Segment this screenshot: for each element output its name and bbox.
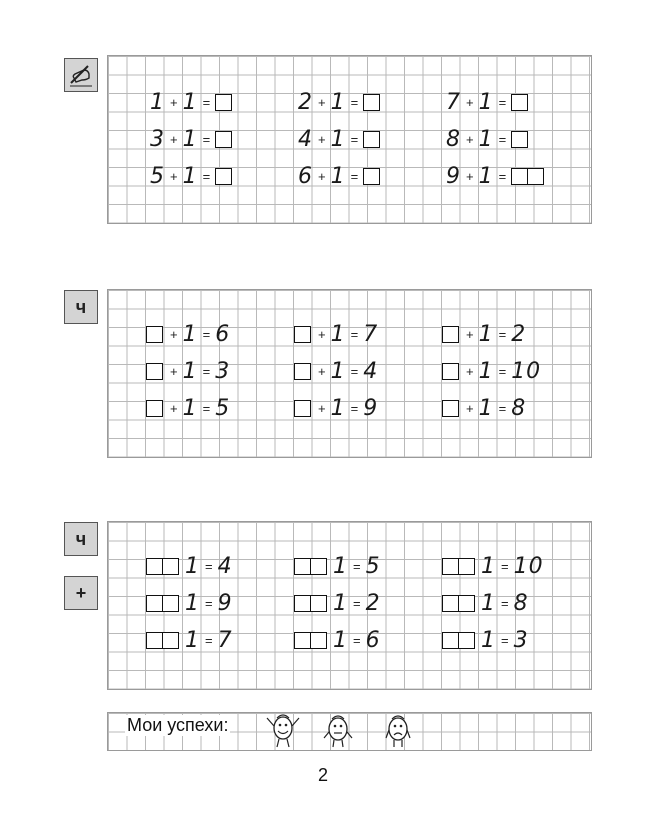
missing-addend-box[interactable] bbox=[294, 326, 311, 343]
equation-2-9 bbox=[442, 396, 526, 420]
plus-sign: + bbox=[170, 363, 178, 379]
addend-b: 1 bbox=[182, 395, 198, 421]
addend-a: 5 bbox=[150, 163, 165, 189]
equation-1-3 bbox=[446, 90, 528, 114]
sum-value: 3 bbox=[215, 358, 231, 384]
operator-box[interactable] bbox=[459, 558, 475, 575]
section-3-icon-1: ч bbox=[64, 522, 98, 556]
missing-addend-box[interactable] bbox=[294, 363, 311, 380]
sum-value: 4 bbox=[363, 358, 379, 384]
happy-face-icon bbox=[263, 708, 303, 750]
equation-1-4 bbox=[150, 127, 232, 151]
addend-b: 1 bbox=[330, 358, 346, 384]
operator-box[interactable] bbox=[311, 558, 327, 575]
result-value: 2 bbox=[365, 590, 381, 616]
operand: 1 bbox=[185, 553, 200, 579]
equals-sign: = bbox=[498, 326, 507, 342]
equals-sign: = bbox=[350, 326, 359, 342]
plus-sign: + bbox=[318, 326, 326, 342]
plus-sign: + bbox=[466, 131, 474, 147]
equation-2-4 bbox=[146, 359, 230, 383]
answer-box[interactable] bbox=[363, 131, 380, 148]
number-box[interactable] bbox=[146, 632, 163, 649]
missing-addend-box[interactable] bbox=[146, 363, 163, 380]
sum-value: 6 bbox=[215, 321, 231, 347]
operator-box[interactable] bbox=[459, 632, 475, 649]
addend-a: 4 bbox=[298, 126, 313, 152]
plus-sign: + bbox=[170, 400, 178, 416]
equation-3-1 bbox=[146, 554, 233, 578]
addend-b: 1 bbox=[478, 126, 494, 152]
addend-b: 1 bbox=[330, 126, 346, 152]
equation-3-6 bbox=[442, 591, 529, 615]
equation-1-5 bbox=[298, 127, 380, 151]
equals-sign: = bbox=[498, 363, 507, 379]
number-box[interactable] bbox=[294, 632, 311, 649]
equation-2-2 bbox=[294, 322, 378, 346]
missing-addend-box[interactable] bbox=[442, 400, 459, 417]
number-box[interactable] bbox=[146, 595, 163, 612]
section-3-icon-2: + bbox=[64, 576, 98, 610]
answer-box[interactable] bbox=[363, 94, 380, 111]
addend-a: 7 bbox=[446, 89, 461, 115]
answer-box[interactable] bbox=[511, 94, 528, 111]
addend-a: 1 bbox=[150, 89, 165, 115]
addend-b: 1 bbox=[478, 163, 494, 189]
result-value: 7 bbox=[217, 627, 233, 653]
neutral-face-icon bbox=[320, 708, 356, 750]
missing-addend-box[interactable] bbox=[146, 326, 163, 343]
addend-b: 1 bbox=[330, 89, 346, 115]
missing-addend-box[interactable] bbox=[442, 363, 459, 380]
sum-value: 5 bbox=[215, 395, 231, 421]
result-value: 4 bbox=[217, 553, 233, 579]
equation-3-5 bbox=[294, 591, 381, 615]
achievements-label: Мои успехи: bbox=[127, 715, 229, 735]
operator-box[interactable] bbox=[311, 595, 327, 612]
section-2-icon: ч bbox=[64, 290, 98, 324]
equation-2-6 bbox=[442, 359, 541, 383]
operand: 1 bbox=[185, 627, 200, 653]
addend-a: 6 bbox=[298, 163, 313, 189]
addend-b: 1 bbox=[182, 358, 198, 384]
equation-1-6 bbox=[446, 127, 528, 151]
equals-sign: = bbox=[501, 595, 509, 611]
operator-box[interactable] bbox=[459, 595, 475, 612]
sum-value: 8 bbox=[511, 395, 527, 421]
equals-sign: = bbox=[202, 363, 211, 379]
result-value: 9 bbox=[217, 590, 233, 616]
equation-2-5 bbox=[294, 359, 378, 383]
addend-b: 1 bbox=[330, 163, 346, 189]
equation-3-3 bbox=[442, 554, 544, 578]
equals-sign: = bbox=[202, 168, 211, 184]
sum-value: 7 bbox=[363, 321, 379, 347]
equals-sign: = bbox=[202, 94, 211, 110]
operator-box[interactable] bbox=[163, 558, 179, 575]
plus-sign: + bbox=[466, 326, 474, 342]
operand: 1 bbox=[333, 590, 348, 616]
answer-box[interactable] bbox=[215, 168, 232, 185]
plus-sign: + bbox=[318, 168, 326, 184]
equals-sign: = bbox=[205, 558, 213, 574]
answer-box[interactable] bbox=[363, 168, 380, 185]
plus-sign: + bbox=[170, 94, 178, 110]
equals-sign: = bbox=[498, 94, 507, 110]
equation-3-4 bbox=[146, 591, 233, 615]
answer-box[interactable] bbox=[215, 131, 232, 148]
equals-sign: = bbox=[353, 595, 361, 611]
number-box[interactable] bbox=[294, 558, 311, 575]
equals-sign: = bbox=[202, 400, 211, 416]
operator-box[interactable] bbox=[163, 595, 179, 612]
equals-sign: = bbox=[205, 595, 213, 611]
equals-sign: = bbox=[353, 632, 361, 648]
operand: 1 bbox=[481, 590, 496, 616]
addend-b: 1 bbox=[182, 163, 198, 189]
equation-3-9 bbox=[442, 628, 529, 652]
equation-2-1 bbox=[146, 322, 230, 346]
equation-2-3 bbox=[442, 322, 526, 346]
addend-b: 1 bbox=[182, 89, 198, 115]
addend-a: 2 bbox=[298, 89, 313, 115]
result-value: 10 bbox=[513, 553, 544, 579]
missing-addend-box[interactable] bbox=[146, 400, 163, 417]
equals-sign: = bbox=[498, 168, 507, 184]
equals-sign: = bbox=[202, 326, 211, 342]
page-number: 2 bbox=[318, 765, 329, 785]
addend-b: 1 bbox=[330, 395, 346, 421]
addend-b: 1 bbox=[478, 89, 494, 115]
plus-sign: + bbox=[318, 131, 326, 147]
equals-sign: = bbox=[350, 400, 359, 416]
operand: 1 bbox=[481, 627, 496, 653]
plus-sign: + bbox=[466, 94, 474, 110]
plus-sign: + bbox=[318, 363, 326, 379]
addend-b: 1 bbox=[182, 321, 198, 347]
answer-box[interactable] bbox=[511, 131, 528, 148]
addend-a: 3 bbox=[150, 126, 165, 152]
equation-1-1 bbox=[150, 90, 232, 114]
equals-sign: = bbox=[353, 558, 361, 574]
plus-sign: + bbox=[170, 131, 178, 147]
equals-sign: = bbox=[350, 94, 359, 110]
addend-b: 1 bbox=[478, 321, 494, 347]
equation-1-2 bbox=[298, 90, 380, 114]
equals-sign: = bbox=[350, 131, 359, 147]
operand: 1 bbox=[333, 553, 348, 579]
equation-2-7 bbox=[146, 396, 230, 420]
number-box[interactable] bbox=[442, 595, 459, 612]
equation-1-8 bbox=[298, 164, 380, 188]
operator-box[interactable] bbox=[163, 632, 179, 649]
equation-2-8 bbox=[294, 396, 378, 420]
equation-1-7 bbox=[150, 164, 232, 188]
answer-box-tens[interactable] bbox=[511, 168, 528, 185]
addend-b: 1 bbox=[330, 321, 346, 347]
operand: 1 bbox=[185, 590, 200, 616]
equals-sign: = bbox=[350, 363, 359, 379]
missing-addend-box[interactable] bbox=[294, 400, 311, 417]
equation-3-2 bbox=[294, 554, 381, 578]
result-value: 8 bbox=[513, 590, 529, 616]
operand: 1 bbox=[481, 553, 496, 579]
equals-sign: = bbox=[202, 131, 211, 147]
result-value: 5 bbox=[365, 553, 381, 579]
result-value: 6 bbox=[365, 627, 381, 653]
equals-sign: = bbox=[498, 131, 507, 147]
number-box[interactable] bbox=[442, 632, 459, 649]
plus-sign: + bbox=[318, 400, 326, 416]
equals-sign: = bbox=[501, 632, 509, 648]
equals-sign: = bbox=[350, 168, 359, 184]
plus-sign: + bbox=[466, 363, 474, 379]
equation-3-8 bbox=[294, 628, 381, 652]
addend-b: 1 bbox=[478, 358, 494, 384]
sum-value: 10 bbox=[511, 358, 542, 384]
plus-sign: + bbox=[466, 168, 474, 184]
addend-b: 1 bbox=[478, 395, 494, 421]
equation-3-7 bbox=[146, 628, 233, 652]
addend-b: 1 bbox=[182, 126, 198, 152]
plus-sign: + bbox=[170, 168, 178, 184]
sad-face-icon bbox=[380, 708, 416, 750]
answer-box-ones[interactable] bbox=[528, 168, 544, 185]
equals-sign: = bbox=[501, 558, 509, 574]
operator-box[interactable] bbox=[311, 632, 327, 649]
equals-sign: = bbox=[205, 632, 213, 648]
addend-a: 8 bbox=[446, 126, 461, 152]
missing-addend-box[interactable] bbox=[442, 326, 459, 343]
equals-sign: = bbox=[498, 400, 507, 416]
plus-sign: + bbox=[318, 94, 326, 110]
sum-value: 2 bbox=[511, 321, 527, 347]
addend-a: 9 bbox=[446, 163, 461, 189]
pencil-hand-icon bbox=[64, 58, 98, 92]
sum-value: 9 bbox=[363, 395, 379, 421]
number-box[interactable] bbox=[294, 595, 311, 612]
equation-1-9 bbox=[446, 164, 544, 188]
plus-sign: + bbox=[466, 400, 474, 416]
number-box[interactable] bbox=[146, 558, 163, 575]
operand: 1 bbox=[333, 627, 348, 653]
answer-box[interactable] bbox=[215, 94, 232, 111]
number-box[interactable] bbox=[442, 558, 459, 575]
plus-sign: + bbox=[170, 326, 178, 342]
result-value: 3 bbox=[513, 627, 529, 653]
